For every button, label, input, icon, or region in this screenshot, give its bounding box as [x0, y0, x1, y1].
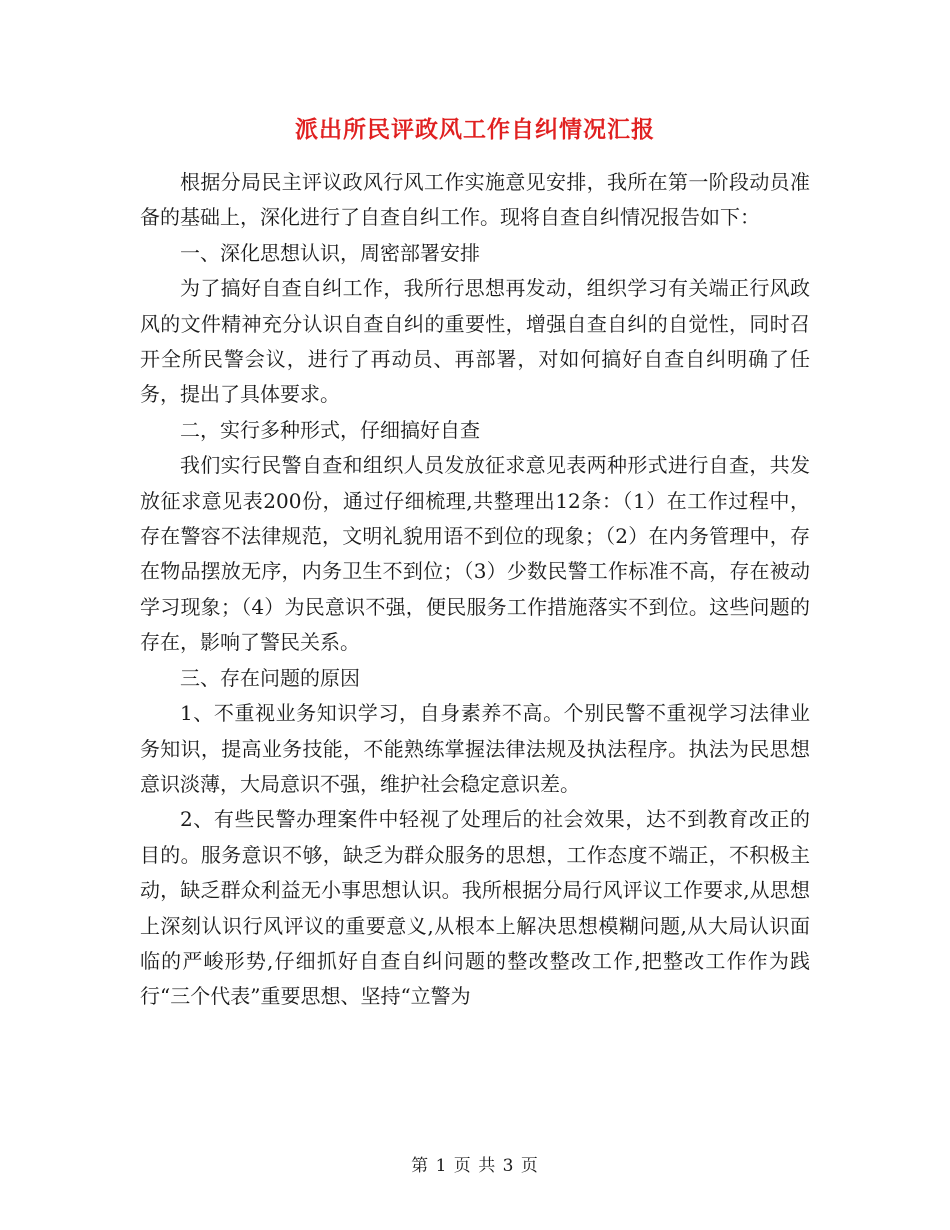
paragraph-reason-2: 2、有些民警办理案件中轻视了处理后的社会效果，达不到教育改正的目的。服务意识不够，缺乏为群众服务的思想，工作态度不端正，不积极主动，缺乏群众利益无小事思想认识。我所根据分局行风评议工作要求,从思想上深刻认识行风评议的重要意义,从根本上解决思想模糊问题,从大局认识面临的严峻形势,仔细抓好自查自纠问题的整改整改工作,把整改工作作为践行“三个代表”重要思想、坚持“立警为 [140, 807, 810, 1009]
document-title: 派出所民评政风工作自纠情况汇报 [295, 116, 655, 143]
page-number-footer: 第 1 页 共 3 页 [411, 1156, 539, 1176]
paragraph-section-2: 我们实行民警自查和组织人员发放征求意见表两种形式进行自查，共发放征求意见表200份，通过仔细梳理,共整理出12条：（1）在工作过程中，存在警容不法律规范，文明礼貌用语不到位的现象；（2）在内务管理中，存在物品摆放无序，内务卫生不到位；（3）少数民警工作标准不高，存在被动学习现象；（4）为民意识不强，便民服务工作措施落实不到位。这些问题的存在，影响了警民关系。 [140, 453, 810, 655]
paragraph-reason-1: 1、不重视业务知识学习，自身素养不高。个别民警不重视学习法律业务知识，提高业务技能，不能熟练掌握法律法规及执法程序。执法为民思想意识淡薄，大局意识不强，维护社会稳定意识差。 [140, 701, 810, 796]
section-heading-2: 二，实行多种形式，仔细搞好自查 [180, 417, 480, 442]
paragraph-section-1: 为了搞好自查自纠工作，我所行思想再发动，组织学习有关端正行风政风的文件精神充分认识自查自纠的重要性，增强自查自纠的自觉性，同时召开全所民警会议，进行了再动员、再部署，对如何搞好自查自纠明确了任务，提出了具体要求。 [140, 276, 810, 407]
paragraph-intro: 根据分局民主评议政风行风工作实施意见安排，我所在第一阶段动员准备的基础上，深化进行了自查自纠工作。现将自查自纠情况报告如下： [140, 170, 810, 230]
section-heading-1: 一、深化思想认识，周密部署安排 [180, 240, 480, 265]
document-body [140, 165, 810, 1015]
section-heading-3: 三、存在问题的原因 [180, 665, 360, 690]
